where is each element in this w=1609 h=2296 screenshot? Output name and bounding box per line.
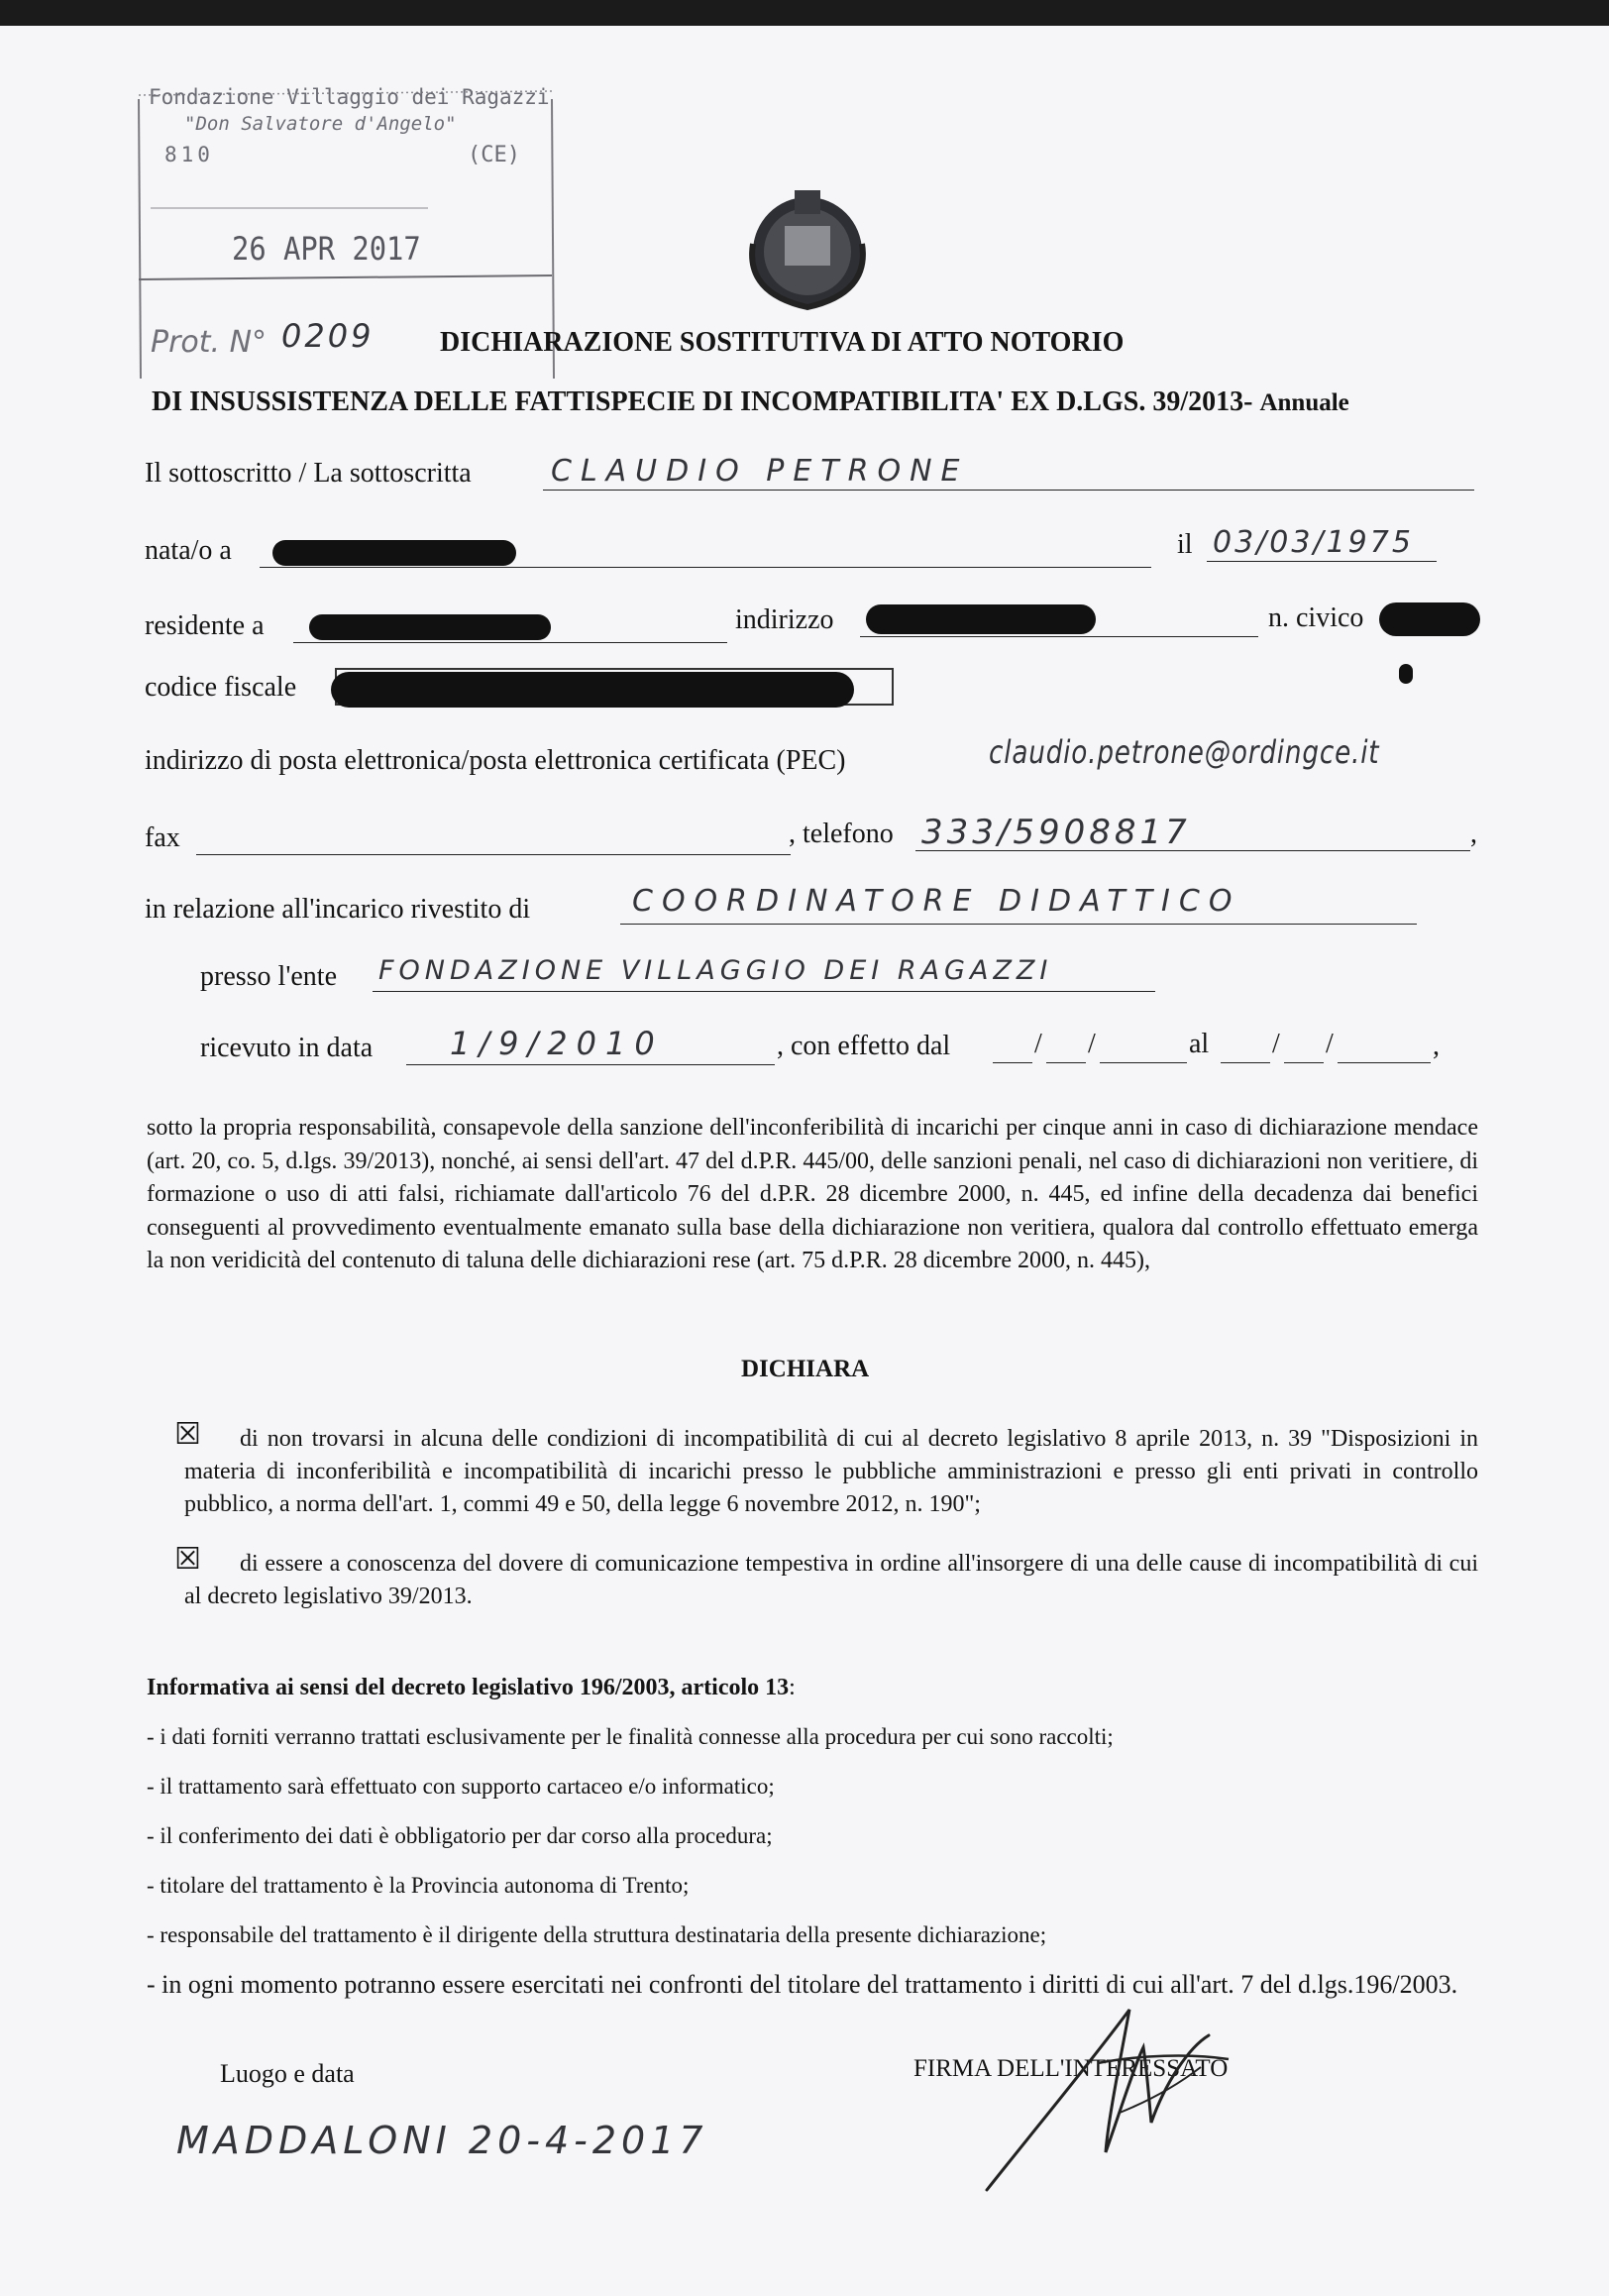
stamp-org-line1: Fondazione Villaggio dei Ragazzi: [149, 85, 550, 109]
item2-text: di essere a conoscenza del dovere di comunicazione tempestiva in ordine all'insorgere di una delle cause di incompatibilità di cui al decreto legislativo 39/2013.: [184, 1551, 1478, 1610]
item1-text: di non trovarsi in alcuna delle condizioni di incompatibilità di cui al decreto legislativo 8 aprile 2013, n. 39 "Disposizioni in materia di inconferibilità e incompatibilità di incarichi presso le pubbliche amministrazioni e presso gli enti privati in controllo pubblico, a norma dell'art. 1, commi 49 e 50, della legge 6 novembre 2012, n. 190";: [184, 1426, 1478, 1518]
effetto-slash-2: /: [1088, 1029, 1096, 1059]
effetto-comma: ,: [1433, 1031, 1440, 1061]
al-day-line: [1221, 1062, 1270, 1063]
informativa-item-6: - in ogni momento potranno essere esercitati nei confronti del titolare del trattamento i diritti di cui all'art. 7 del d.lgs.196/2003.: [147, 1970, 1458, 1999]
informativa-heading-text: Informativa ai sensi del decreto legislativo 196/2003, articolo 13: [147, 1675, 790, 1700]
birth-date-value[interactable]: 03/03/1975: [1213, 525, 1414, 560]
redaction-residente: [309, 614, 551, 640]
cf-label: codice fiscale: [145, 672, 297, 703]
nato-line: [260, 567, 1151, 568]
telefono-label: , telefono: [789, 819, 894, 849]
pec-label: indirizzo di posta elettronica/posta elettronica certificata (PEC): [145, 745, 846, 776]
birth-date-line: [1207, 561, 1437, 562]
pec-value[interactable]: claudio.petrone@ordingce.it: [989, 733, 1380, 771]
luogo-value[interactable]: MADDALONI 20-4-2017: [176, 2119, 708, 2162]
informativa-heading: [147, 1675, 796, 1701]
sottoscritto-label: Il sottoscritto / La sottoscritta: [145, 458, 472, 489]
ricevuto-value[interactable]: 1/9/2010: [450, 1025, 664, 1062]
indirizzo-label: indirizzo: [735, 604, 834, 635]
sottoscritto-value[interactable]: CLAUDIO PETRONE: [551, 454, 969, 489]
al-label: al: [1189, 1029, 1210, 1059]
fax-line: [196, 854, 791, 855]
emblem-seal: [745, 174, 870, 313]
item2-checkbox[interactable]: ☒: [174, 1542, 201, 1577]
civico-label: n. civico: [1268, 602, 1364, 633]
informativa-item-3: - il conferimento dei dati è obbligatorio per dar corso alla procedura;: [147, 1823, 773, 1848]
informativa-item-4: - titolare del trattamento è la Provincia autonoma di Trento;: [147, 1873, 690, 1898]
informativa-item-1: - i dati forniti verranno trattati esclusivamente per le finalità connesse alla procedura per cui sono raccolti;: [147, 1724, 1114, 1749]
incarico-value[interactable]: COORDINATORE DIDATTICO: [632, 884, 1241, 919]
al-slash-1: /: [1272, 1029, 1280, 1059]
stamp-org-line3-right: (CE): [468, 143, 520, 167]
informativa-heading-colon: :: [789, 1675, 796, 1700]
al-year-line: [1338, 1062, 1431, 1063]
dichiara-heading: DICHIARA: [741, 1356, 870, 1382]
title-line2-suffix: Annuale: [1259, 389, 1349, 416]
title-line1: DICHIARAZIONE SOSTITUTIVA DI ATTO NOTORIO: [440, 327, 1125, 358]
title-line2-text: DI INSUSSISTENZA DELLE FATTISPECIE DI INCOMPATIBILITA' EX D.LGS. 39/2013-: [152, 386, 1253, 417]
nato-label: nata/o a: [145, 535, 232, 566]
ente-line: [373, 991, 1155, 992]
residente-line: [293, 642, 727, 643]
fax-label: fax: [145, 822, 180, 853]
residente-label: residente a: [145, 610, 265, 641]
stamp-org-line3: 810: [164, 143, 214, 166]
firma-label: FIRMA DELL'INTERESSATO: [913, 2055, 1229, 2082]
incarico-line: [620, 924, 1417, 925]
redaction-cf: [331, 672, 854, 708]
telefono-comma: ,: [1470, 819, 1477, 849]
responsibility-paragraph: sotto la propria responsabilità, consapevole della sanzione dell'inconferibilità di incarichi per cinque anni in caso di dichiarazione mendace (art. 20, co. 5, d.lgs. 39/2013), nonché, ai sensi dell'art. 47 del d.P.R. 445/00, delle sanzioni penali, nel caso di dichiarazioni non veritiere, di formazione o uso di atti falsi, richiamate dall'articolo 76 del d.P.R. 28 dicembre 2000, n. 445, ed infine della decadenza dai benefici conseguenti al provvedimento eventualmente emanato sulla base della dichiarazione non veritiera, qualora dal controllo effettuato emerga la non veridicità del contenuto di taluna delle dichiarazioni rese (art. 75 d.P.R. 28 dicembre 2000, n. 445),: [147, 1115, 1478, 1274]
stamp-org-line2: "Don Salvatore d'Angelo": [184, 113, 457, 135]
informativa-item-2: - il trattamento sarà effettuato con supporto cartaceo e/o informatico;: [147, 1774, 775, 1799]
title-line2: [152, 386, 1349, 418]
stamp-prot-label: Prot. N°: [151, 325, 268, 360]
al-month-line: [1284, 1062, 1324, 1063]
document-page: [0, 26, 1609, 2296]
incarico-label: in relazione all'incarico rivestito di: [145, 894, 531, 925]
luogo-label: Luogo e data: [220, 2059, 355, 2088]
signature: [981, 2004, 1238, 2202]
stamp-date: 26 APR 2017: [232, 230, 421, 268]
effetto-label: , con effetto dal: [777, 1031, 951, 1061]
redaction-civico: [1379, 602, 1480, 636]
ricevuto-label: ricevuto in data: [200, 1033, 374, 1063]
ente-label: presso l'ente: [200, 961, 338, 992]
telefono-value[interactable]: 333/5908817: [921, 813, 1191, 852]
effetto-year-line: [1100, 1062, 1187, 1063]
effetto-slash-1: /: [1034, 1029, 1042, 1059]
redaction-indirizzo: [866, 604, 1096, 634]
sottoscritto-line: [543, 490, 1474, 491]
effetto-month-line: [1046, 1062, 1086, 1063]
il-label: il: [1177, 529, 1193, 560]
al-slash-2: /: [1326, 1029, 1334, 1059]
stamp-prot-number: 0209: [281, 317, 375, 355]
informativa-item-5: - responsabile del trattamento è il dirigente della struttura destinataria della presente dichiarazione;: [147, 1922, 1047, 1947]
ricevuto-line: [406, 1064, 775, 1065]
redaction-nato: [272, 540, 516, 566]
effetto-day-line: [993, 1062, 1032, 1063]
item1-checkbox[interactable]: ☒: [174, 1417, 201, 1452]
indirizzo-line: [860, 636, 1258, 637]
stray-ink-dot: [1399, 664, 1413, 684]
ente-value[interactable]: FONDAZIONE VILLAGGIO DEI RAGAZZI: [378, 955, 1053, 986]
